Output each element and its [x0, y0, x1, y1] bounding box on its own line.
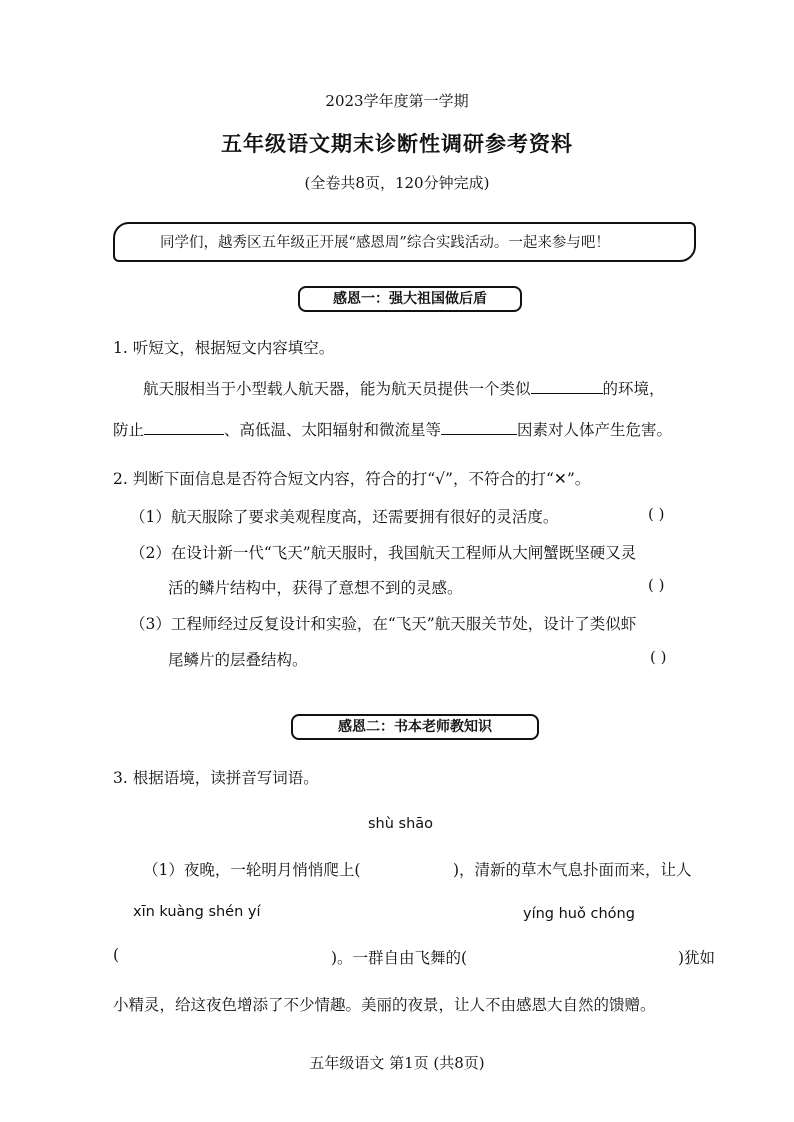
question-3-prompt: 3. 根据语境，读拼音写词语。	[113, 769, 319, 787]
page-subtitle: (全卷共8页，120分钟完成)	[304, 174, 490, 192]
question-2-item-1: （1）航天服除了要求美观程度高，还需要拥有很好的灵活度。	[130, 508, 559, 526]
answer-paren-3[interactable]: ( )	[650, 648, 667, 666]
q1-text-2b: 、高低温、太阳辐射和微流星等	[224, 421, 442, 439]
answer-paren-2[interactable]: ( )	[648, 576, 665, 594]
section-heading-2: 感恩二：书本老师教知识	[291, 714, 539, 740]
page-title: 五年级语文期末诊断性调研参考资料	[221, 132, 573, 156]
q1-text-2c: 因素对人体产生危害。	[517, 421, 673, 439]
pinyin-ying-huo-chong: yíng huǒ chóng	[523, 906, 635, 922]
question-1-line-2	[113, 418, 672, 440]
question-3-line-2b: )犹如	[678, 949, 716, 967]
question-2-item-2a: （2）在设计新一代“飞天”航天服时，我国航天工程师从大闸蟹既坚硬又灵	[130, 544, 637, 562]
pinyin-xin-kuang-shen-yi: xīn kuàng shén yí	[133, 904, 261, 920]
paren-open[interactable]: (	[113, 946, 120, 964]
question-1-line-1	[143, 377, 665, 399]
intro-banner-text: 同学们，越秀区五年级正开展“感恩周”综合实践活动。一起来参与吧！	[160, 235, 610, 251]
question-3-line-2a: )。一群自由飞舞的(	[331, 949, 468, 967]
semester-label: 2023学年度第一学期	[325, 92, 469, 110]
fill-blank-2[interactable]	[144, 418, 224, 435]
page-footer: 五年级语文 第1页 (共8页)	[309, 1054, 485, 1072]
q1-text-1b: 的环境，	[602, 380, 665, 398]
fill-blank-1[interactable]	[531, 377, 603, 394]
fill-blank-3[interactable]	[441, 418, 517, 435]
question-2-prompt: 2. 判断下面信息是否符合短文内容，符合的打“√”，不符合的打“✕”。	[113, 470, 591, 488]
question-3-line-1b: )，清新的草木气息扑面而来，让人	[453, 861, 692, 879]
question-3-line-1a: （1）夜晚，一轮明月悄悄爬上(	[143, 861, 361, 879]
answer-paren-1[interactable]: ( )	[648, 505, 665, 523]
question-2-item-2b: 活的鳞片结构中，获得了意想不到的灵感。	[168, 579, 463, 597]
q1-text-2a: 防止	[113, 421, 145, 439]
question-1-prompt: 1. 听短文，根据短文内容填空。	[113, 339, 335, 357]
question-3-line-3: 小精灵，给这夜色增添了不少情趣。美丽的夜景，让人不由感恩大自然的馈赠。	[113, 996, 656, 1014]
question-2-item-3b: 尾鳞片的层叠结构。	[168, 651, 308, 669]
section-heading-1: 感恩一：强大祖国做后盾	[298, 286, 522, 312]
pinyin-shu-shao: shù shāo	[368, 816, 434, 832]
q1-text-1a: 航天服相当于小型载人航天器，能为航天员提供一个类似	[143, 380, 531, 398]
question-2-item-3a: （3）工程师经过反复设计和实验，在“飞天”航天服关节处，设计了类似虾	[130, 615, 637, 633]
